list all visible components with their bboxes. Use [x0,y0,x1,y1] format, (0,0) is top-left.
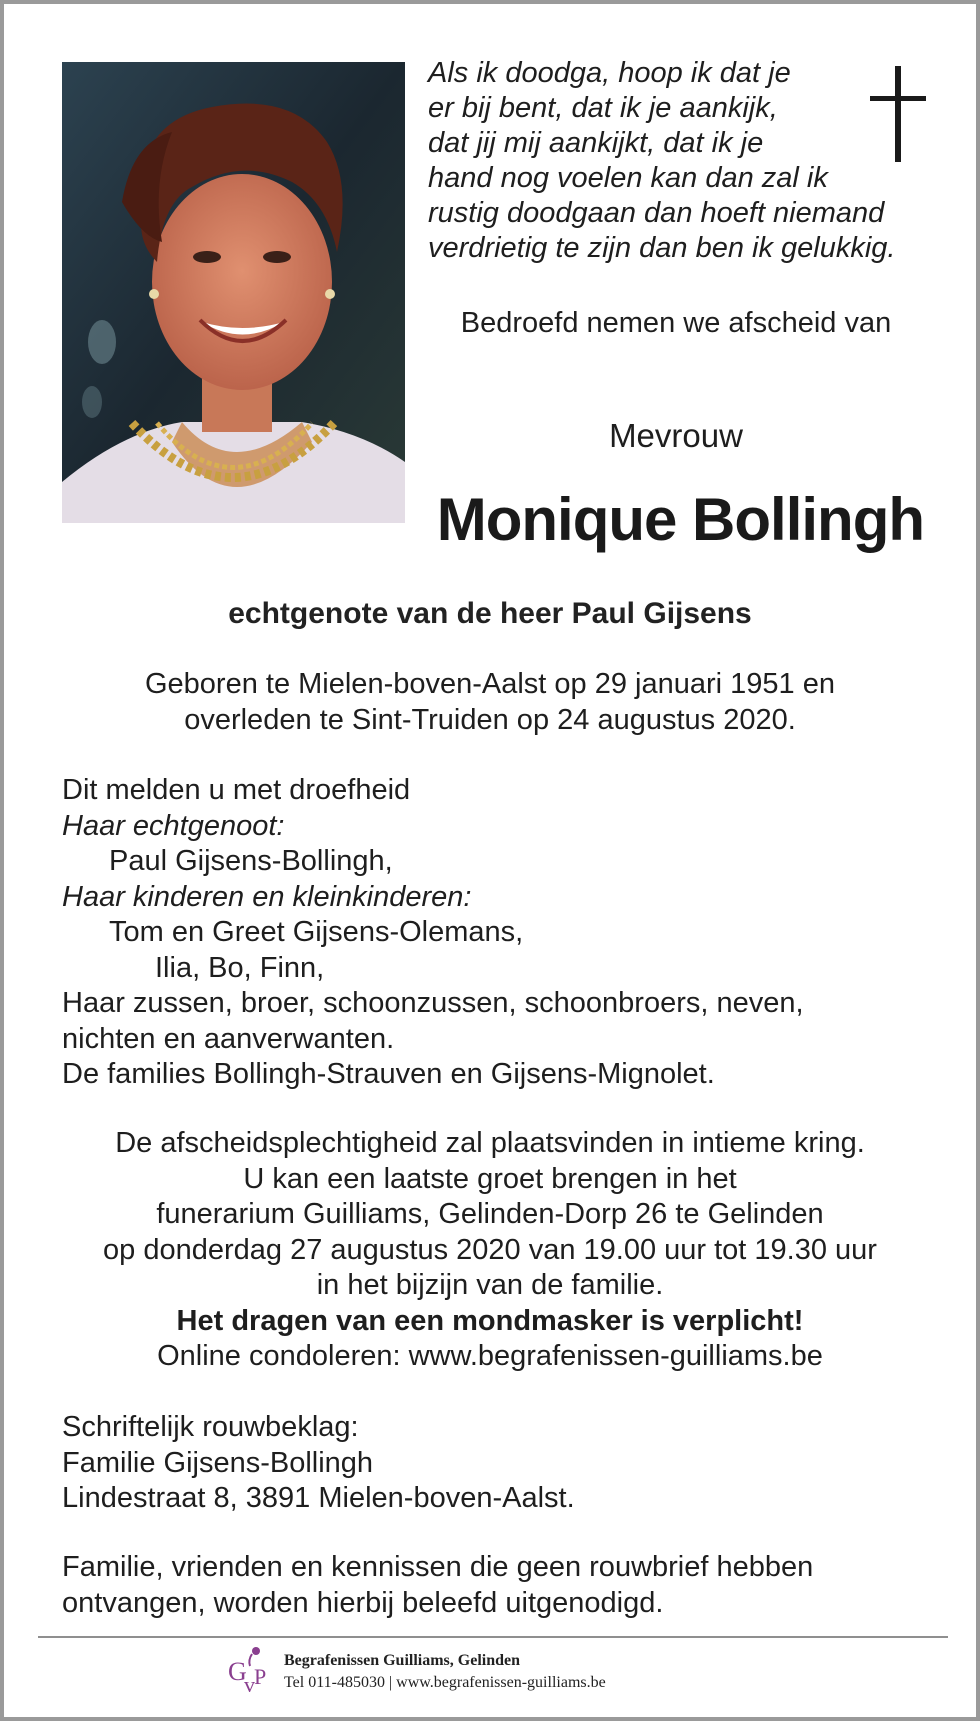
poem-line: er bij bent, dat ik je aankijk, [428,92,778,124]
grandchildren-names: Ilia, Bo, Finn, [155,951,325,984]
ceremony-info [4,1126,976,1375]
address-heading: Schriftelijk rouwbeklag: [62,1411,359,1443]
svg-text:v: v [244,1672,255,1697]
siblings-line: Haar zussen, broer, schoonzussen, schoonbroers, neven, [62,987,804,1019]
funeral-home-name: Begrafenissen Guilliams, Gelinden [284,1652,521,1669]
condolence-address [62,1410,962,1517]
portrait-illustration [62,62,405,523]
deceased-name: Monique Bollingh [436,486,924,553]
spouse-line: echtgenote van de heer Paul Gijsens [228,597,752,630]
birth-death-info [4,666,976,738]
ceremony-line: U kan een laatste groet brengen in het [243,1162,737,1195]
husband-heading: Haar echtgenoot: [62,809,285,842]
honorific: Mevrouw [609,417,743,454]
children-heading: Haar kinderen en kleinkinderen: [62,880,472,913]
funeral-home-contact: Tel 011-485030 | www.begrafenissen-guilliams.be [284,1674,606,1691]
funeral-home-info [284,1650,884,1694]
poem-line: Als ik doodga, hoop ik dat je [428,57,791,89]
poem-line: dat jij mij aankijkt, dat ik je [428,127,764,159]
death-line: overleden te Sint-Truiden op 24 augustus 2020. [184,704,796,736]
address-name: Familie Gijsens-Bollingh [62,1446,374,1479]
portrait-photo [62,62,405,523]
funeral-home-logo-icon [226,1644,272,1702]
poem-line: verdrietig te zijn dan ben ik gelukkig. [428,232,896,264]
family-list [62,773,962,1093]
cross-icon [870,66,926,162]
husband-name: Paul Gijsens-Bollingh, [109,845,393,877]
ceremony-line: De afscheidsplechtigheid zal plaatsvinden in intieme kring. [115,1127,865,1159]
footer-divider [38,1636,948,1638]
poem-line: hand nog voelen kan dan zal ik [428,162,828,194]
closing-line: Familie, vrienden en kennissen die geen rouwbrief hebben [62,1551,814,1583]
families-line: De families Bollingh-Strauven en Gijsens-Mignolet. [62,1058,715,1090]
relatives-line: nichten en aanverwanten. [62,1022,395,1055]
announce-text: Dit melden u met droefheid [62,774,411,806]
intro-text: Bedroefd nemen we afscheid van [460,307,892,339]
memorial-poem [428,56,896,266]
closing-line: ontvangen, worden hierbij beleefd uitgenodigd. [62,1586,664,1619]
svg-text:G: G [228,1657,247,1686]
svg-text:P: P [254,1664,267,1689]
ceremony-line: op donderdag 27 augustus 2020 van 19.00 uur tot 19.30 uur [103,1233,877,1266]
birth-line: Geboren te Mielen-boven-Aalst op 29 januari 1951 en [144,668,835,700]
mask-notice: Het dragen van een mondmasker is verplicht! [176,1304,804,1337]
address-street: Lindestraat 8, 3891 Mielen-boven-Aalst. [62,1482,575,1514]
closing-text [62,1550,962,1621]
ceremony-line: in het bijzijn van de familie. [316,1269,664,1301]
online-condolence-link[interactable]: Online condoleren: www.begrafenissen-guilliams.be [157,1340,823,1372]
poem-line: rustig doodgaan dan hoeft niemand [428,197,885,229]
ceremony-line: funerarium Guilliams, Gelinden-Dorp 26 te Gelinden [156,1198,824,1230]
children-names: Tom en Greet Gijsens-Olemans, [109,916,524,948]
